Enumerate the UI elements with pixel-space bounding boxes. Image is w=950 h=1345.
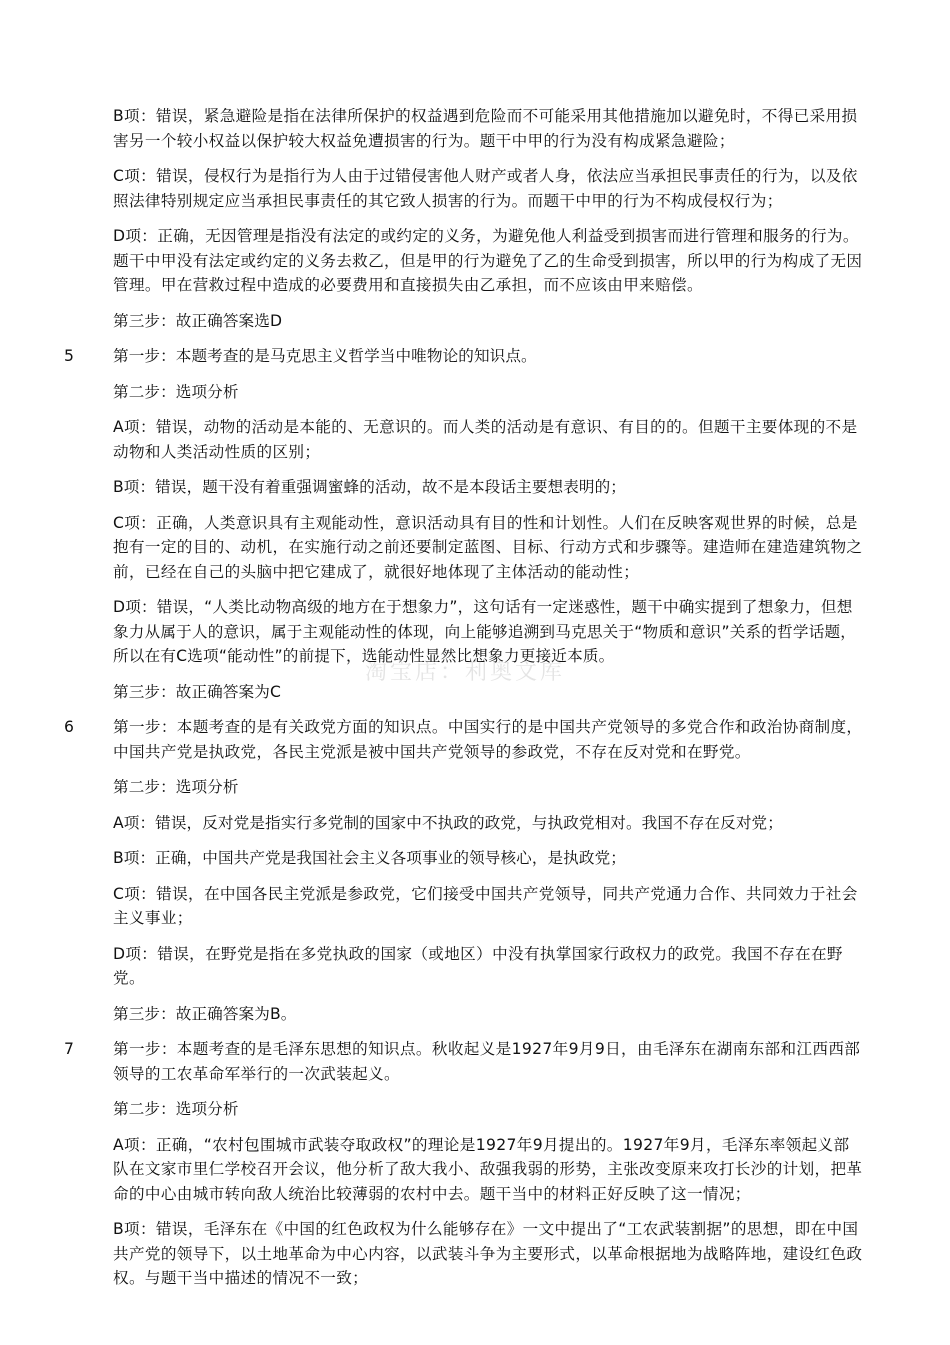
paragraph: B项：正确，中国共产党是我国社会主义各项事业的领导核心，是执政党； (113, 849, 626, 867)
paragraph: 第一步：本题考查的是有关政党方面的知识点。中国实行的是中国共产党领导的多党合作和政治协商制度，中国共产党是执政党，各民主党派是被中国共产党领导的参政党，不存在反对党和在野党。 (113, 718, 863, 761)
paragraph: B项：错误，紧急避险是指在法律所保护的权益遇到危险而不可能采用其他措施加以避免时，不得已采用损害另一个较小权益以保护较大权益免遭损害的行为。题干中甲的行为没有构成紧急避险； (113, 107, 858, 150)
paragraph: D项：错误，在野党是指在多党执政的国家（或地区）中没有执掌国家行政权力的政党。我国不存在在野党。 (113, 944, 843, 987)
question-7 (0, 1037, 950, 1291)
paragraph: C项：错误，在中国各民主党派是参政党，它们接受中国共产党领导，同共产党通力合作、共同效力于社会主义事业； (113, 884, 858, 927)
document-page (0, 104, 950, 1302)
paragraph: 第三步：故正确答案为B。 (113, 1004, 297, 1023)
question-number: 5 (64, 347, 74, 365)
paragraph: 第一步：本题考查的是毛泽东思想的知识点。秋收起义是1927年9月9日，由毛泽东在湖南东部和江西西部领导的工农革命军举行的一次武装起义。 (113, 1040, 861, 1083)
watermark-text: 淘宝店：利奥文库 (365, 660, 566, 685)
question-5 (0, 344, 950, 704)
paragraph: 第二步：选项分析 (113, 1100, 239, 1118)
question-number: 6 (64, 718, 74, 736)
paragraph: 第三步：故正确答案为C (113, 682, 281, 701)
paragraph: A项：错误，动物的活动是本能的、无意识的。而人类的活动是有意识、有目的的。但题干主要体现的不是动物和人类活动性质的区别； (113, 418, 858, 461)
paragraph: B项：错误，毛泽东在《中国的红色政权为什么能够存在》一文中提出了“工农武装割据”的思想，即在中国共产党的领导下，以土地革命为中心内容，以武装斗争为主要形式，以革命根据地为战略阵地，建设红色政权。与题干当中描述的情况不一致； (113, 1220, 863, 1287)
question-6 (0, 715, 950, 1026)
paragraph: C项：正确，人类意识具有主观能动性，意识活动具有目的性和计划性。人们在反映客观世界的时候，总是抱有一定的目的、动机，在实施行动之前还要制定蓝图、目标、行动方式和步骤等。建造师在建造建筑物之前，已经在自己的头脑中把它建成了，就很好地体现了主体活动的能动性； (113, 513, 863, 581)
paragraph: 第一步：本题考查的是马克思主义哲学当中唯物论的知识点。 (113, 347, 537, 365)
paragraph: A项：错误，反对党是指实行多党制的国家中不执政的政党，与执政党相对。我国不存在反对党； (113, 813, 783, 832)
paragraph: C项：错误，侵权行为是指行为人由于过错侵害他人财产或者人身，依法应当承担民事责任的行为，以及依照法律特别规定应当承担民事责任的其它致人损害的行为。而题干中甲的行为不构成侵权行为； (113, 167, 858, 210)
paragraph: A项：正确，“农村包围城市武装夺取政权”的理论是1927年9月提出的。1927年9月，毛泽东率领起义部队在文家市里仁学校召开会议，他分析了敌大我小、敌强我弱的形势，主张改变原来攻打长沙的计划，把革命的中心由城市转向敌人统治比较薄弱的农村中去。题干当中的材料正好反映了这一情况； (113, 1135, 863, 1203)
paragraph: 第三步：故正确答案选D (113, 311, 283, 330)
paragraph: D项：错误，“人类比动物高级的地方在于想象力”，这句话有一定迷惑性，题干中确实提到了想象力，但想象力从属于人的意识，属于主观能动性的体现，向上能够追溯到马克思关于“物质和意识”关系的哲学话题，所以在有C选项“能动性”的前提下，选能动性显然比想象力更接近本质。 (113, 598, 857, 665)
paragraph: 第二步：选项分析 (113, 382, 239, 401)
paragraph: 第二步：选项分析 (113, 778, 239, 796)
paragraph: B项：错误，题干没有着重强调蜜蜂的活动，故不是本段话主要想表明的； (113, 478, 626, 496)
question-number: 7 (64, 1040, 74, 1058)
paragraph: D项：正确，无因管理是指没有法定的或约定的义务，为避免他人利益受到损害而进行管理和服务的行为。题干中甲没有法定或约定的义务去救乙，但是甲的行为避免了乙的生命受到损害，所以甲的行为构成了无因管理。甲在营救过程中造成的必要费用和直接损失由乙承担，而不应该由甲来赔偿。 (113, 227, 863, 294)
